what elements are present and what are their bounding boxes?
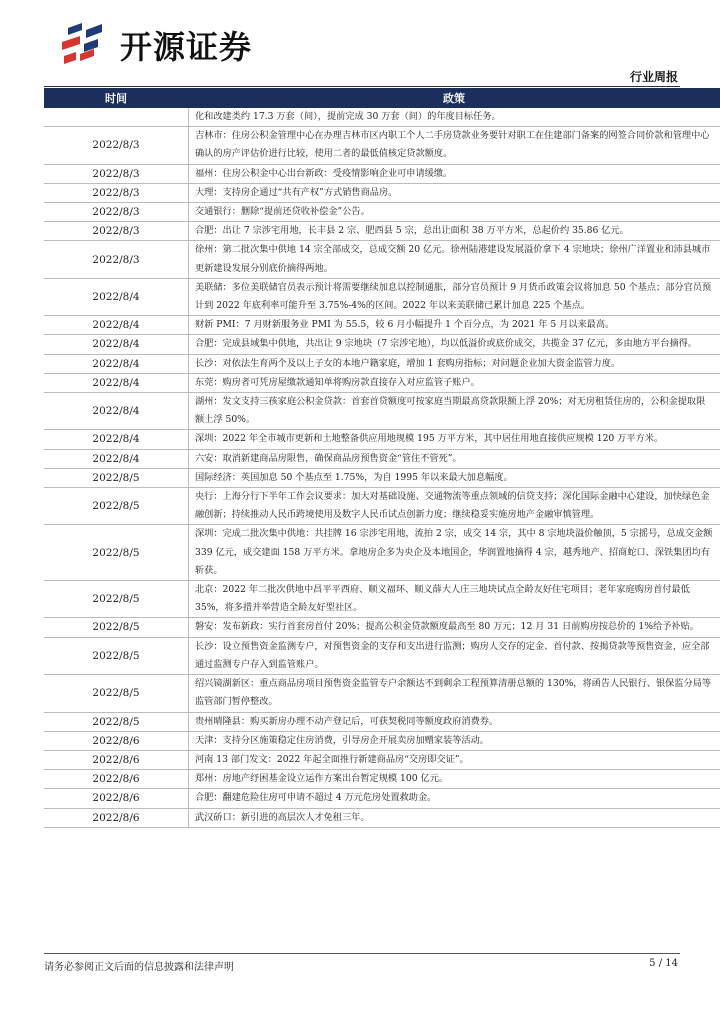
row-date: 2022/8/4 (44, 393, 189, 429)
table-row (44, 335, 720, 354)
row-policy: 北京：2022 年二批次供地中昌平平西府、顺义福环、顺义薛大人庄三地块试点全龄友好住宅项目；老年家庭购房首付最低 35%，将多措并举营造全龄友好型社区。 (195, 584, 690, 614)
company-name: 开源证券 (120, 28, 253, 66)
table-row (44, 222, 720, 241)
row-policy: 吉林市：住房公积金管理中心在办理吉林市区内职工个人二手房贷款业务要针对职工在住建部门备案的网签合同价款和管理中心确认的房产评估价进行比较，使用二者的最低值核定贷款额度。 (195, 130, 710, 160)
row-date: 2022/8/4 (44, 279, 189, 315)
table-row (44, 581, 720, 618)
column-header-time: 时间 (105, 92, 127, 105)
row-policy: 交通银行：删除“提前还贷收补偿金”公告。 (195, 206, 370, 218)
row-date: 2022/8/5 (44, 638, 189, 674)
row-date: 2022/8/5 (44, 581, 189, 617)
row-policy: 郑州：房地产纾困基金设立运作方案出台暂定规模 100 亿元。 (195, 773, 449, 785)
row-date: 2022/8/6 (44, 770, 189, 788)
row-date: 2022/8/5 (44, 525, 189, 580)
row-policy: 福州：住房公积金中心出台新政：受疫情影响企业可申请缓缴。 (195, 167, 453, 179)
row-policy: 武汉硚口：新引进的高层次人才免租三年。 (195, 811, 370, 823)
table-row (44, 127, 720, 164)
disclaimer-text: 请务必参阅正文后面的信息披露和法律声明 (44, 962, 234, 973)
footer-divider (44, 953, 680, 954)
table-row (44, 809, 720, 828)
row-policy: 绍兴镜湖新区：重点商品房项目预售资金监管专户余额达不到剩余工程预算清册总额的 130%，将函告人民银行、银保监分局等监管部门暂停整改。 (195, 678, 712, 708)
table-row (44, 488, 720, 525)
row-date: 2022/8/6 (44, 789, 189, 807)
row-policy: 湖州：发文支持三孩家庭公积金贷款：首套首贷额度可按家庭当期最高贷款限额上浮 20%；对无房租赁住房的，公积金提取限额上浮 50%。 (195, 396, 706, 426)
row-date: 2022/8/3 (44, 127, 189, 163)
table-row (44, 675, 720, 712)
table-row (44, 184, 720, 203)
report-type-label: 行业周报 (629, 70, 678, 84)
row-policy: 长沙：对依法生育两个及以上子女的本地户籍家庭，增加 1 套购房指标；对问题企业加大资金监管力度。 (195, 357, 621, 369)
row-date: 2022/8/6 (44, 751, 189, 769)
table-row (44, 241, 720, 278)
row-policy: 美联储：多位美联储官员表示预计将需要继续加息以控制通胀，部分官员预计 9 月货币政策会议将加息 50 个基点；部分官员预计到 2022 年底利率可能升至 3.75%-4%的区间。2022 年以来美联储已累计加息 225 个基点。 (195, 281, 712, 312)
row-policy: 大理：支持房企通过“共有产权”方式销售商品房。 (195, 186, 398, 198)
table-row (44, 618, 720, 637)
table-row (44, 374, 720, 393)
row-date: 2022/8/6 (44, 732, 189, 750)
table-header (44, 88, 720, 108)
table-row (44, 713, 720, 732)
row-policy: 深圳：完成二批次集中供地：共挂牌 16 宗涉宅用地，流拍 2 宗，成交 14 宗，其中 8 宗地块溢价触顶，5 宗摇号，总成交金额 339 亿元，成交建面 158 万平方米。拿地房企多为央企及本地国企，华润置地摘得 4 宗，越秀地产、招商蛇口、深铁集团均有斩获。 (195, 528, 713, 576)
row-policy: 徐州：第二批次集中供地 14 宗全部成交，总成交额 20 亿元。徐州陆港建设发展溢价拿下 4 宗地块；徐州广洋置业和沛县城市更新建设发展分别底价摘得两地。 (195, 244, 711, 274)
row-date: 2022/8/3 (44, 184, 189, 202)
table-row (44, 203, 720, 222)
row-policy: 磐安：发布新政：实行首套房首付 20%；提高公积金贷款额度最高至 80 万元；12 月 31 日前购房按总价的 1%给予补贴。 (195, 621, 699, 633)
table-row (44, 108, 720, 127)
row-policy: 东莞：购房者可凭房屋缴款通知单将购房款直接存入对应监管子账户。 (195, 376, 480, 388)
row-date: 2022/8/4 (44, 450, 189, 468)
row-date: 2022/8/4 (44, 335, 189, 353)
brand-mark-icon (58, 18, 108, 64)
row-policy: 河南 13 部门发文：2022 年起全面推行新建商品房“交房即交证”。 (195, 753, 469, 765)
table-row (44, 393, 720, 430)
row-policy: 合肥：完成县域集中供地，共出让 9 宗地块（7 宗涉宅地），均以低溢价或底价成交，共揽金 37 亿元，多由地方平台摘得。 (195, 338, 697, 350)
header-divider (44, 86, 680, 87)
row-date: 2022/8/5 (44, 713, 189, 731)
row-date: 2022/8/5 (44, 469, 189, 487)
row-policy: 六安：取消新建商品房限售，确保商品房预售资金“管住不管死”。 (195, 452, 462, 464)
table-row (44, 450, 720, 469)
row-date: 2022/8/4 (44, 355, 189, 373)
row-date: 2022/8/3 (44, 165, 189, 183)
row-date: 2022/8/4 (44, 316, 189, 334)
row-policy: 财新 PMI：7 月财新服务业 PMI 为 55.5，较 6 月小幅提升 1 个百分点，为 2021 年 5 月以来最高。 (195, 319, 615, 331)
table-row (44, 732, 720, 751)
table-row (44, 469, 720, 488)
row-date: 2022/8/4 (44, 374, 189, 392)
row-date: 2022/8/5 (44, 618, 189, 636)
table-row (44, 525, 720, 581)
page-number: 5 / 14 (649, 958, 678, 969)
table-row (44, 789, 720, 808)
table-row (44, 279, 720, 316)
table-row (44, 751, 720, 770)
row-policy: 长沙：设立预售资金监测专户，对预售资金的支存和支出进行监测；购房人交存的定金、首付款、按揭贷款等预售资金，应全部通过监测专户存入到监管账户。 (195, 640, 710, 670)
row-policy: 深圳：2022 年全市城市更新和土地整备供应用地规模 195 万平方米，其中居住用地直接供应规模 120 万平方米。 (195, 433, 664, 445)
row-date: 2022/8/3 (44, 241, 189, 277)
row-policy: 国际经济：英国加息 50 个基点至 1.75%，为自 1995 年以来最大加息幅度。 (195, 471, 513, 483)
row-date: 2022/8/5 (44, 675, 189, 711)
table-row (44, 355, 720, 374)
row-date: 2022/8/5 (44, 488, 189, 524)
row-date: 2022/8/6 (44, 809, 189, 827)
table-row (44, 638, 720, 675)
row-policy: 央行：上海分行下半年工作会议要求：加大对基础设施、交通物流等重点领域的信贷支持；深化国际金融中心建设，加快绿色金融创新；持续推动人民币跨境使用及数字人民币试点创新力度；继续稳妥实施房地产金融审慎管理。 (195, 491, 710, 521)
row-policy: 天津：支持分区施策稳定住房消费，引导房企开展卖房加赠家装等活动。 (195, 734, 489, 746)
table-body (44, 108, 720, 828)
row-policy: 化和改建类约 17.3 万套（间），提前完成 30 万套（间）的年度目标任务。 (195, 111, 501, 122)
row-date: 2022/8/4 (44, 430, 189, 448)
row-date (44, 108, 189, 126)
table-row (44, 430, 720, 449)
table-row (44, 316, 720, 335)
row-date: 2022/8/3 (44, 222, 189, 240)
row-date: 2022/8/3 (44, 203, 189, 221)
column-header-policy: 政策 (443, 92, 465, 105)
row-policy: 合肥：翻建危险住房可申请不超过 4 万元危房处置救助金。 (195, 792, 437, 804)
row-policy: 合肥：出让 7 宗涉宅用地，长丰县 2 宗、肥西县 5 宗，总出让面积 38 万平方米，总起价约 35.86 亿元。 (195, 225, 629, 237)
table-row (44, 165, 720, 184)
row-policy: 贵州晴隆县：购买新房办理不动产登记后，可获契税同等额度政府消费券。 (195, 715, 499, 727)
policy-table (44, 88, 720, 828)
table-row (44, 770, 720, 789)
